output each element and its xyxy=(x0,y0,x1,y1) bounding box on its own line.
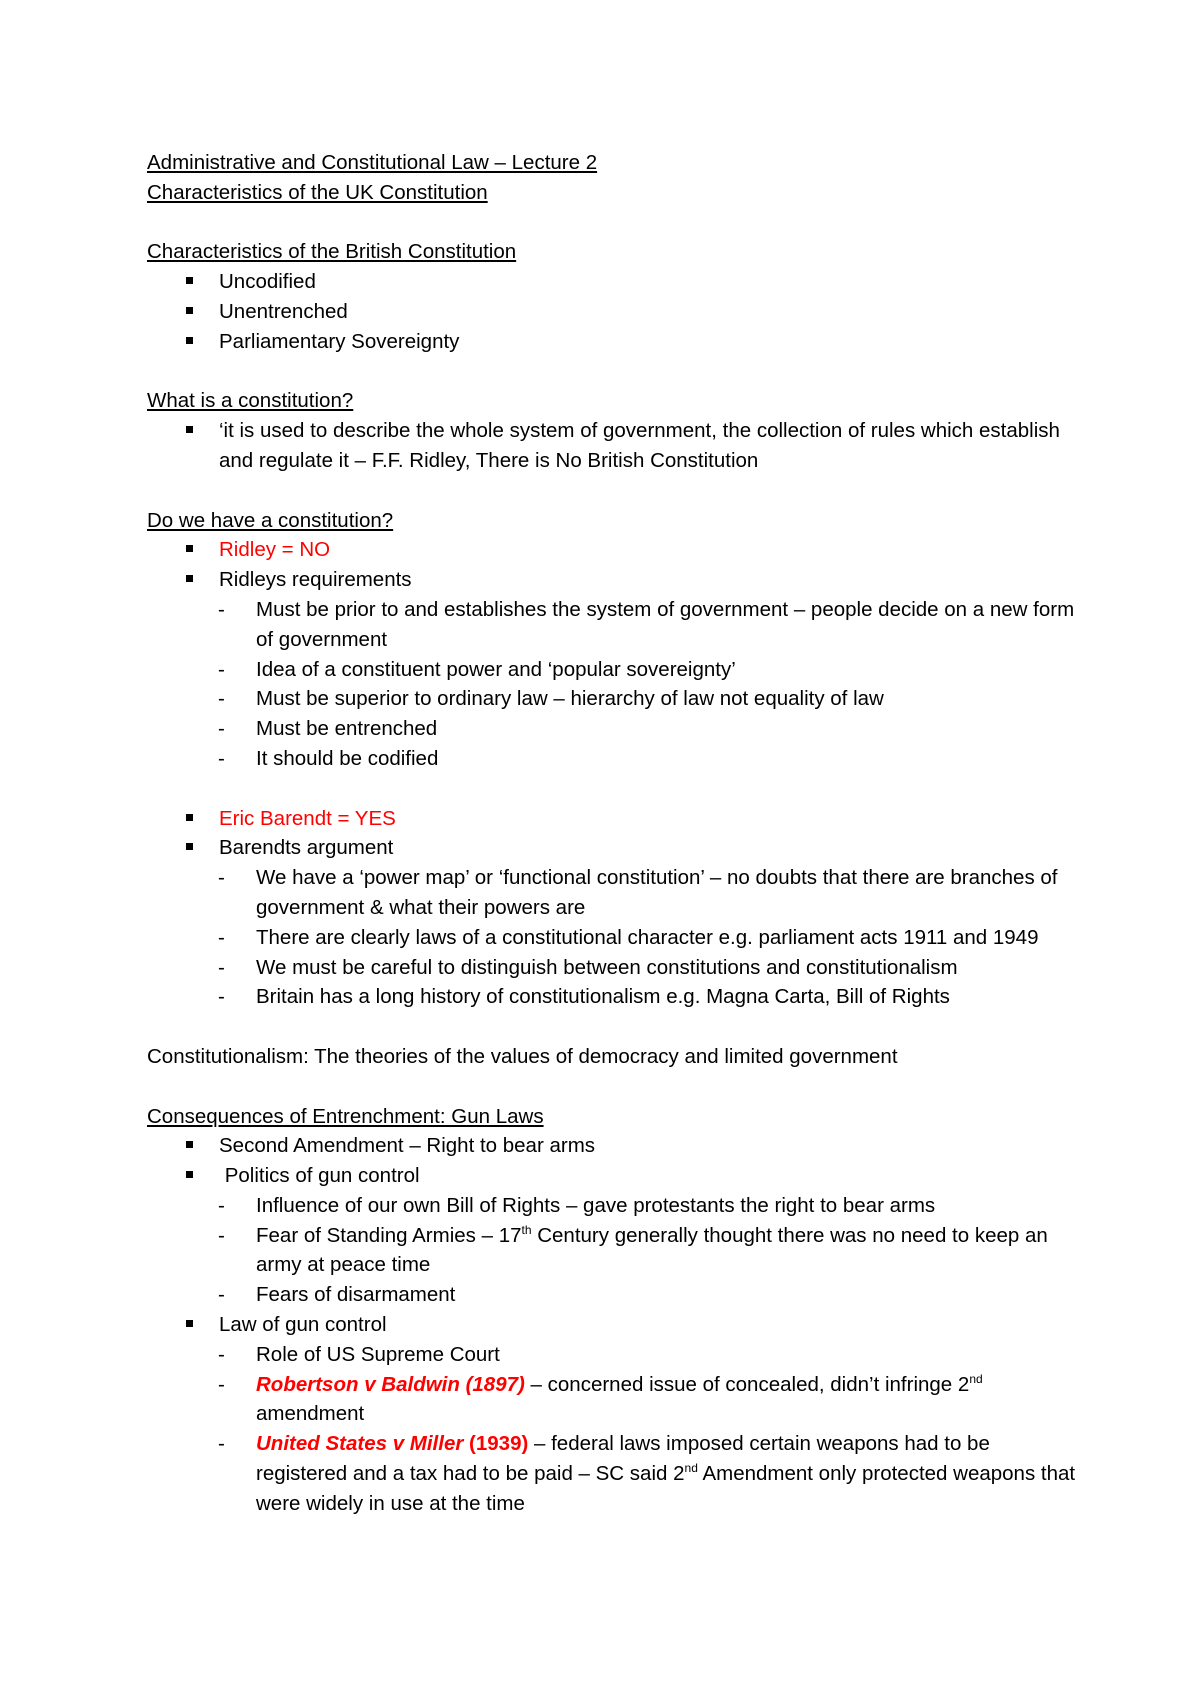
text-fragment: Century generally thought there was no need to keep an army at peace time xyxy=(256,1223,1048,1277)
sub-list-item: - Influence of our own Bill of Rights – gave protestants the right to bear arms xyxy=(147,1191,1077,1221)
document-title: Administrative and Constitutional Law – Lecture 2 xyxy=(147,151,598,174)
sub-list-item: - Must be superior to ordinary law – hierarchy of law not equality of law xyxy=(147,684,1077,714)
document-subtitle: Characteristics of the UK Constitution xyxy=(147,180,488,204)
list-item: Law of gun control xyxy=(147,1310,1077,1340)
sub-list-item: - Must be entrenched xyxy=(147,714,1077,744)
superscript: th xyxy=(521,1222,532,1237)
superscript: nd xyxy=(684,1461,698,1476)
constitutionalism-definition: Constitutionalism: The theories of the values of democracy and limited government xyxy=(147,1044,898,1068)
list-item: Uncodified xyxy=(147,267,1077,297)
sub-list-item: - It should be codified xyxy=(147,744,1077,774)
section-heading-do-we-have: Do we have a constitution? xyxy=(147,508,394,532)
sub-list-item xyxy=(147,1370,1077,1430)
superscript: nd xyxy=(969,1371,983,1386)
list-item: Eric Barendt = YES xyxy=(147,804,1077,834)
list-item: Unentrenched xyxy=(147,297,1077,327)
sub-list-item: - Role of US Supreme Court xyxy=(147,1340,1077,1370)
sub-list-item xyxy=(147,1429,1077,1518)
list-item: Ridleys requirements xyxy=(147,565,1077,595)
list-item: Parliamentary Sovereignty xyxy=(147,327,1077,357)
case-year: (1939) xyxy=(463,1432,529,1456)
list-item: Ridley = NO xyxy=(147,535,1077,565)
case-name: Robertson v Baldwin (1897) xyxy=(256,1372,525,1396)
text-fragment: amendment xyxy=(256,1402,365,1426)
sub-list-item: - We have a ‘power map’ or ‘functional constitution’ – no doubts that there are branches of government & what their powers are xyxy=(147,863,1077,923)
section-heading-characteristics: Characteristics of the British Constitution xyxy=(147,240,517,264)
document-page xyxy=(147,148,1077,1519)
sub-list-item: - There are clearly laws of a constitutional character e.g. parliament acts 1911 and 1949 xyxy=(147,923,1077,953)
text-fragment: Fear of Standing Armies – 17 xyxy=(256,1223,522,1247)
text-fragment: Amendment only protected weapons that were widely in use at the time xyxy=(256,1462,1076,1515)
sub-list-item: - Idea of a constituent power and ‘popular sovereignty’ xyxy=(147,655,1077,685)
sub-list-item: - Fears of disarmament xyxy=(147,1280,1077,1310)
list-item: ‘it is used to describe the whole system of government, the collection of rules which establish and regulate it – F.F. Ridley, There is No British Constitution xyxy=(147,416,1077,476)
list-item: Second Amendment – Right to bear arms xyxy=(147,1131,1077,1161)
sub-list-item: - We must be careful to distinguish between constitutions and constitutionalism xyxy=(147,953,1077,983)
list-item: Politics of gun control xyxy=(147,1161,1077,1191)
section-heading-what-is: What is a constitution? xyxy=(147,389,354,413)
text-fragment: – federal laws imposed certain weapons had to be registered and a tax had to be paid – SC said 2 xyxy=(256,1432,990,1486)
sub-list-item xyxy=(147,1221,1077,1281)
list-item: Barendts argument xyxy=(147,833,1077,863)
case-name: United States v Miller xyxy=(256,1432,464,1456)
sub-list-item: - Britain has a long history of constitutionalism e.g. Magna Carta, Bill of Rights xyxy=(147,982,1077,1012)
sub-list-item: - Must be prior to and establishes the system of government – people decide on a new form of government xyxy=(147,595,1077,655)
section-heading-gun-laws: Consequences of Entrenchment: Gun Laws xyxy=(147,1104,544,1128)
text-fragment: – concerned issue of concealed, didn’t infringe 2 xyxy=(524,1372,970,1396)
